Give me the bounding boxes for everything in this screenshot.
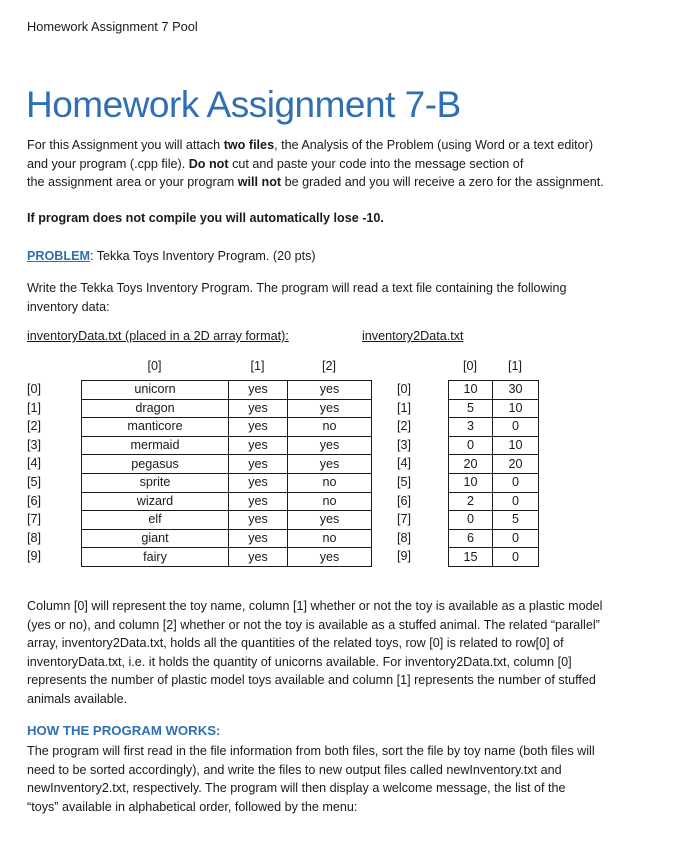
row-header: [1]	[397, 400, 412, 415]
stuffed-qty-cell: 5	[493, 511, 539, 530]
row-header: [0]	[397, 382, 412, 396]
plastic-qty-cell: 15	[449, 548, 493, 567]
page-header: Homework Assignment 7 Pool	[27, 19, 198, 34]
plastic-qty-cell: 6	[449, 529, 493, 548]
table1-col-header: [2]	[321, 359, 336, 373]
column-paragraph	[27, 597, 657, 709]
column-line: array, inventory2Data.txt, holds all the quantities of the related toys, row [0] is related to row[0] of	[27, 636, 564, 651]
table2-col-header: [0]	[462, 359, 477, 373]
problem-colon: :	[89, 249, 94, 263]
toy-name-cell: manticore	[82, 418, 229, 437]
plastic-cell: yes	[229, 529, 288, 548]
plastic-cell: yes	[229, 492, 288, 511]
row-header: [5]	[27, 475, 42, 489]
file2-label: inventory2Data.txt	[362, 329, 464, 343]
intro-text: For this Assignment you will attach	[27, 138, 224, 152]
intro-text: be graded and you will receive a zero for the assignment.	[281, 175, 604, 190]
toy-name-cell: pegasus	[82, 455, 229, 474]
column-line: (yes or no), and column [2] whether or not the toy is available as a stuffed animal. The related “parallel”	[27, 617, 600, 632]
intro-text: cut and paste your code into the message section of	[228, 156, 524, 171]
row-header: [7]	[397, 512, 412, 527]
write-line: Write the Tekka Toys Inventory Program. The program will read a text file containing the following	[27, 281, 567, 295]
stuffed-qty-cell: 0	[493, 529, 539, 548]
stuffed-qty-cell: 0	[493, 492, 539, 511]
plastic-qty-cell: 5	[449, 399, 493, 418]
row-header: [4]	[27, 456, 42, 471]
stuffed-cell: yes	[288, 511, 372, 530]
intro-emphasis: will not	[237, 175, 282, 190]
plastic-cell: yes	[229, 473, 288, 492]
row-header: [9]	[397, 549, 412, 564]
stuffed-cell: yes	[288, 381, 372, 400]
stuffed-qty-cell: 0	[493, 473, 539, 492]
plastic-cell: yes	[229, 381, 288, 400]
table-row	[82, 418, 372, 437]
problem-line	[27, 247, 657, 266]
table-row	[82, 473, 372, 492]
toy-name-cell: mermaid	[82, 436, 229, 455]
problem-link[interactable]: PROBLEM	[27, 249, 90, 263]
intro-text: and your program (.cpp file).	[27, 156, 189, 171]
how-paragraph	[27, 742, 657, 816]
row-header: [3]	[27, 437, 42, 452]
stuffed-cell: no	[288, 529, 372, 548]
file1-label: inventoryData.txt (placed in a 2D array format):	[27, 329, 289, 343]
plastic-qty-cell: 0	[449, 511, 493, 530]
stuffed-cell: yes	[288, 399, 372, 418]
write-paragraph	[27, 279, 657, 316]
stuffed-qty-cell: 0	[493, 548, 539, 567]
quantity-table	[448, 380, 539, 567]
toy-name-cell: wizard	[82, 492, 229, 511]
table-row	[449, 455, 539, 474]
column-line: represents the number of plastic model toys available and column [1] represents the number of stuffed	[27, 673, 596, 688]
row-header: [8]	[397, 530, 412, 545]
column-line: animals available.	[27, 691, 128, 706]
stuffed-qty-cell: 0	[493, 418, 539, 437]
plastic-qty-cell: 3	[449, 418, 493, 437]
row-header: [6]	[27, 493, 42, 508]
stuffed-cell: yes	[288, 455, 372, 474]
plastic-cell: yes	[229, 399, 288, 418]
table-row	[449, 436, 539, 455]
how-line: newInventory2.txt, respectively. The program will then display a welcome message, the list of the	[27, 781, 566, 796]
plastic-qty-cell: 2	[449, 492, 493, 511]
plastic-cell: yes	[229, 548, 288, 567]
how-heading: HOW THE PROGRAM WORKS:	[27, 723, 221, 738]
table-row	[449, 399, 539, 418]
table-row	[449, 473, 539, 492]
inventory-table	[81, 380, 372, 567]
row-header: [2]	[397, 419, 412, 434]
table-row	[449, 529, 539, 548]
stuffed-cell: yes	[288, 548, 372, 567]
how-line: “toys” available in alphabetical order, followed by the menu:	[27, 799, 358, 814]
plastic-cell: yes	[229, 455, 288, 474]
plastic-qty-cell: 20	[449, 455, 493, 474]
toy-name-cell: giant	[82, 529, 229, 548]
table-row	[449, 511, 539, 530]
table-row	[82, 455, 372, 474]
table-row	[82, 436, 372, 455]
plastic-qty-cell: 10	[449, 473, 493, 492]
stuffed-qty-cell: 10	[493, 399, 539, 418]
intro-emphasis: Do not	[188, 156, 229, 171]
row-header: [4]	[397, 456, 412, 471]
page-title: Homework Assignment 7-B	[26, 84, 461, 125]
plastic-cell: yes	[229, 418, 288, 437]
column-line: inventoryData.txt, i.e. it holds the quantity of unicorns available. For inventory2Data.txt, column [0]	[27, 654, 572, 669]
stuffed-cell: no	[288, 418, 372, 437]
stuffed-cell: no	[288, 473, 372, 492]
stuffed-qty-cell: 30	[493, 381, 539, 400]
table2-col-header: [1]	[507, 359, 522, 373]
compile-warning: If program does not compile you will automatically lose -10.	[27, 211, 384, 225]
intro-text: the assignment area or your program	[27, 175, 238, 190]
row-header: [2]	[27, 419, 42, 434]
table-row	[82, 399, 372, 418]
column-line: Column [0] will represent the toy name, column [1] whether or not the toy is available as a plastic model	[27, 599, 603, 613]
problem-text: Tekka Toys Inventory Program. (20 pts)	[93, 249, 316, 263]
row-header: [5]	[397, 475, 412, 489]
stuffed-cell: yes	[288, 436, 372, 455]
intro-paragraph	[27, 136, 657, 192]
row-header: [0]	[27, 382, 42, 396]
plastic-qty-cell: 0	[449, 436, 493, 455]
plastic-cell: yes	[229, 436, 288, 455]
table-row	[82, 529, 372, 548]
toy-name-cell: fairy	[82, 548, 229, 567]
table-row	[82, 492, 372, 511]
table-row	[449, 548, 539, 567]
stuffed-qty-cell: 10	[493, 436, 539, 455]
stuffed-cell: no	[288, 492, 372, 511]
toy-name-cell: unicorn	[82, 381, 229, 400]
plastic-cell: yes	[229, 511, 288, 530]
how-line: The program will first read in the file information from both files, sort the file by toy name (both files will	[27, 744, 595, 758]
row-header: [6]	[397, 493, 412, 508]
row-header: [3]	[397, 437, 412, 452]
plastic-qty-cell: 10	[449, 381, 493, 400]
stuffed-qty-cell: 20	[493, 455, 539, 474]
how-line: need to be sorted accordingly), and write the files to new output files called newInventory.txt and	[27, 762, 562, 777]
table-row	[449, 492, 539, 511]
toy-name-cell: dragon	[82, 399, 229, 418]
row-header: [1]	[27, 400, 42, 415]
write-line: inventory data:	[27, 299, 110, 314]
table-row	[449, 381, 539, 400]
row-header: [7]	[27, 512, 42, 527]
intro-emphasis: two files	[223, 138, 275, 152]
table1-col-header: [1]	[250, 359, 265, 373]
row-header: [9]	[27, 549, 42, 564]
toy-name-cell: elf	[82, 511, 229, 530]
table-row	[82, 381, 372, 400]
table-row	[449, 418, 539, 437]
table-row	[82, 548, 372, 567]
table1-col-header: [0]	[147, 359, 162, 373]
row-header: [8]	[27, 530, 42, 545]
intro-text: , the Analysis of the Problem (using Word or a text editor)	[274, 138, 594, 152]
toy-name-cell: sprite	[82, 473, 229, 492]
table-row	[82, 511, 372, 530]
